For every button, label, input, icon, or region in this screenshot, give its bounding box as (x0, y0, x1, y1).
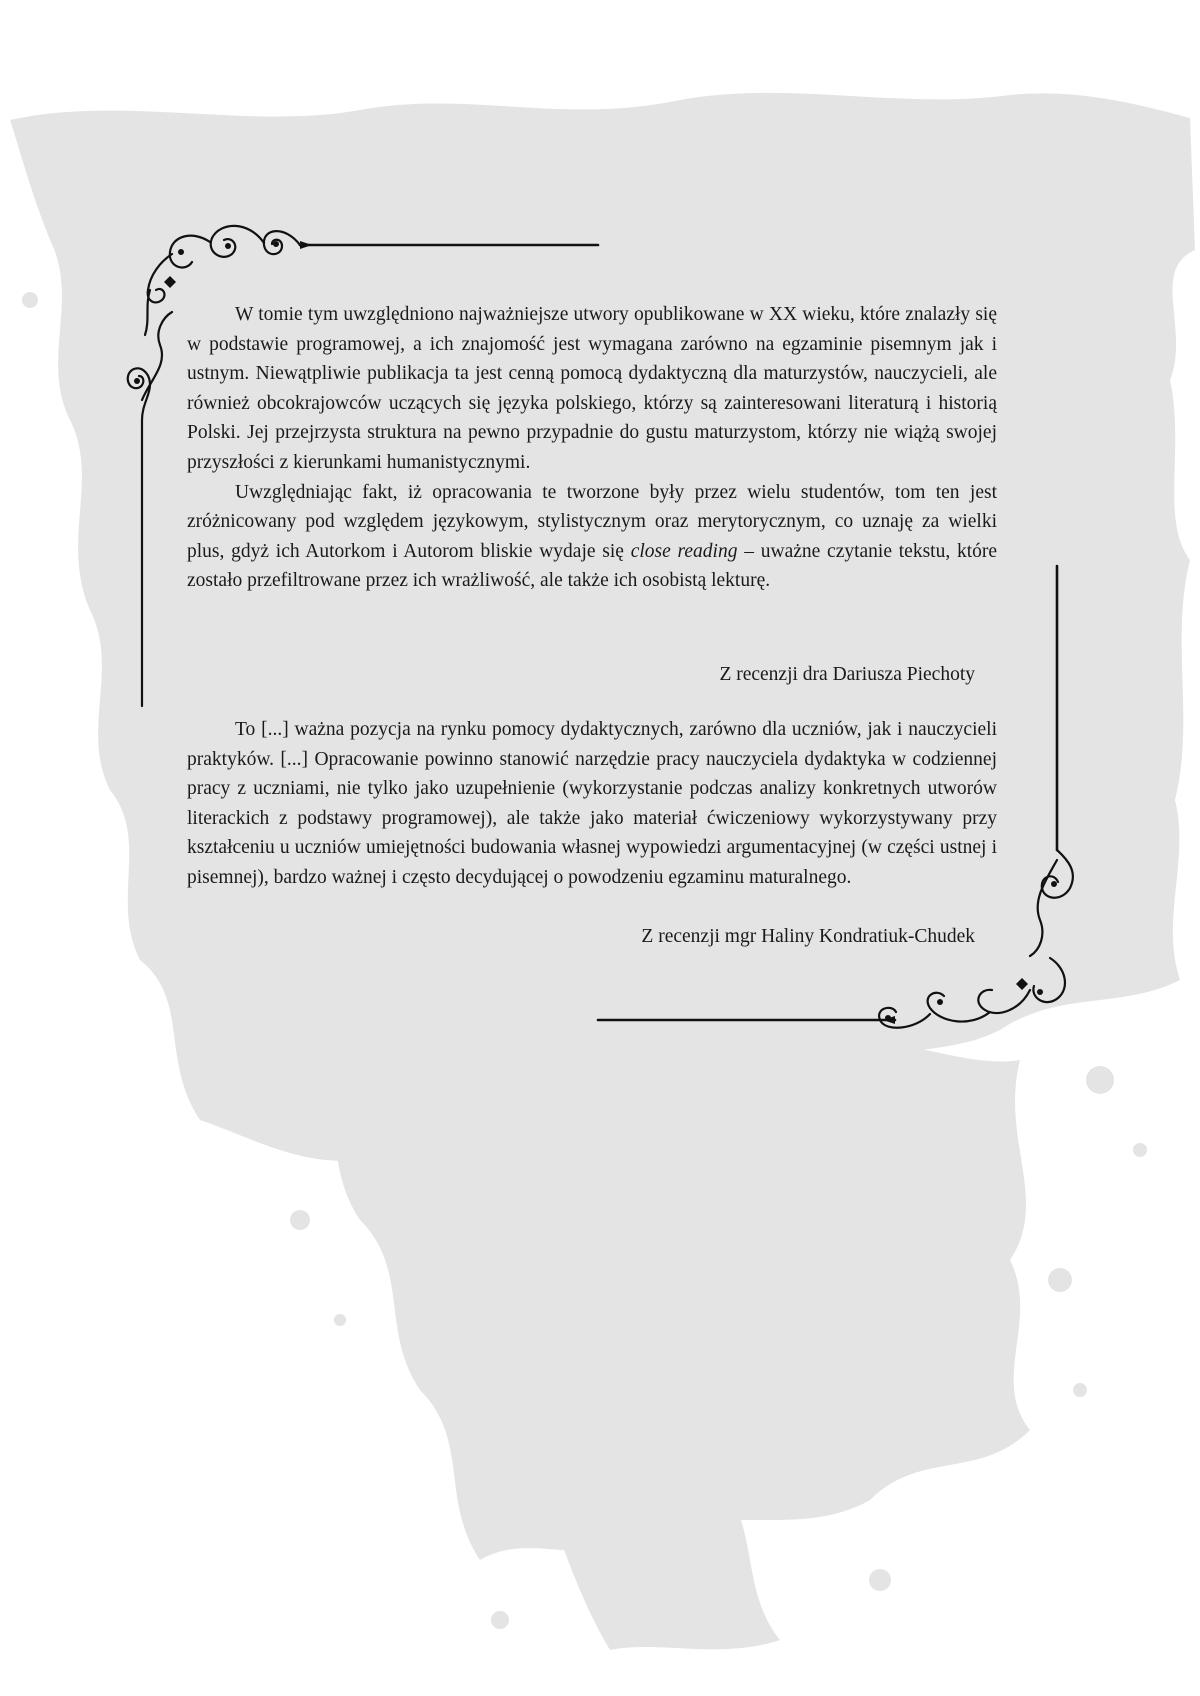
review-2 (187, 715, 997, 893)
review-2-paragraph-1: To [...] ważna pozycja na rynku pomocy dydaktycznych, zarówno dla uczniów, jak i nauczycieli praktyków. [...] Opracowanie powinno stanowić narzędzie pracy nauczyciela dydaktyka w codziennej pracy z uczniami, nie tylko jako uzupełnienie (wykorzystanie podczas analizy konkretnych utworów literackich z podstawy programowej), ale także jako materiał ćwiczeniowy wykorzystywany przy kształceniu u uczniów umiejętności budowania własnej wypowiedzi argumentacyjnej (w części ustnej i pisemnej), bardzo ważnej i często decydującej o powodzeniu egzaminu maturalnego. (187, 719, 997, 888)
review-1-italic-term: close reading (630, 540, 738, 562)
review-1-attribution: Z recenzji dra Dariusza Piechoty (719, 664, 975, 685)
review-2-attribution: Z recenzji mgr Haliny Kondratiuk-Chudek (641, 926, 975, 947)
review-1-paragraph-2-text: Uwzględniając fakt, iż opracowania te tworzone były przez wielu studentów, tom ten jest zróżnicowany pod względem językowym, stylistycznym oraz merytorycznym, co uznaję za wielki plus, gdyż ich Autorkom i Autorom bliskie wydaje się (187, 481, 997, 562)
review-1-paragraph-2-text-end: – uważne czytanie tekstu, które zostało przefiltrowane przez ich wrażliwość, ale także ich osobistą lekturę. (187, 540, 998, 592)
review-1-paragraph-1: W tomie tym uwzględniono najważniejsze utwory opublikowane w XX wieku, które znalazły się w podstawie programowej, a ich znajomość jest wymagana zarówno na egzaminie pisemnym jak i ustnym. Niewątpliwie publikacja ta jest cenną pomocą dydaktyczną dla maturzystów, nauczycieli, ale również obcokrajowców uczących się języka polskiego, którzy są zainteresowani literaturą i historią Polski. Jej przejrzysta struktura na pewno przypadnie do gustu maturzystom, którzy nie wiążą swojej przyszłości z kierunkami humanistycznymi. (187, 304, 997, 473)
review-1-paragraph-2 (187, 478, 997, 596)
review-1 (187, 300, 997, 596)
